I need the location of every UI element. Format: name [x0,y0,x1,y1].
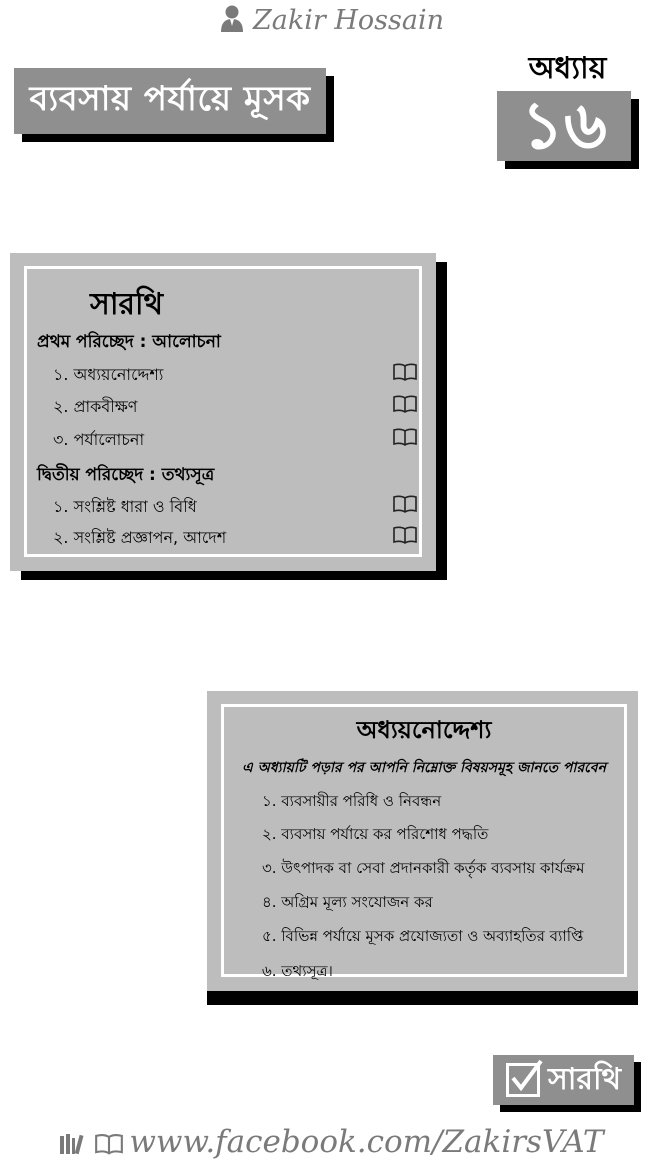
person-icon [219,4,245,39]
chapter-title: ব্যবসায় পর্যায়ে মূসক [14,68,326,134]
footer-link[interactable] [0,1124,663,1160]
open-book-icon[interactable] [393,395,417,413]
objective-item: ৬. তথ্যসূত্র। [262,962,333,980]
sarathi-button[interactable] [493,1055,634,1105]
open-book-icon[interactable] [393,428,417,446]
section-heading-1: প্রথম পরিচ্ছেদ : আলোচনা [37,332,221,352]
objectives-subtitle: এ অধ্যায়টি পড়ার পর আপনি নিম্নোক্ত বিষয়সমূহ জানতে পারবেন [242,760,606,776]
objective-item: ৩. উৎপাদক বা সেবা প্রদানকারী কর্তৃক ব্যবসায় কার্যক্রম [262,859,585,877]
section-heading-2: দ্বিতীয় পরিচ্ছেদ : তথ্যসূত্র [37,465,215,485]
contents-item[interactable]: ২. প্রাকবীক্ষণ [53,397,138,416]
chapter-label: অধ্যায় [528,51,607,86]
author-line [0,4,663,39]
sarathi-button-label: সারথি [547,1061,622,1097]
footer-url[interactable]: www.facebook.com/ZakirsVAT [129,1124,604,1160]
contents-title: সারথি [90,287,164,322]
open-book-icon[interactable] [393,495,417,513]
open-book-icon [95,1133,123,1155]
objective-item: ৫. বিভিন্ন পর্যায়ে মূসক প্রযোজ্যতা ও অব্যাহতির ব্যাপ্তি [262,927,584,945]
objective-item: ১. ব্যবসায়ীর পরিধি ও নিবন্ধন [262,792,442,810]
contents-item[interactable]: ১. সংশ্লিষ্ট ধারা ও বিধি [53,497,197,516]
contents-item[interactable]: ৩. পর্যালোচনা [53,430,145,449]
books-icon [59,1133,89,1155]
chapter-number: ১৬ [497,91,631,161]
contents-item[interactable]: ২. সংশ্লিষ্ট প্রজ্ঞাপন, আদেশ [53,528,227,547]
objective-item: ২. ব্যবসায় পর্যায়ে কর পরিশোধ পদ্ধতি [262,825,489,843]
open-book-icon[interactable] [393,363,417,381]
open-book-icon[interactable] [393,526,417,544]
objective-item: ৪. অগ্রিম মূল্য সংযোজন কর [262,893,433,911]
objectives-title: অধ্যয়নোদ্দেশ্য [356,716,492,744]
author-name: Zakir Hossain [253,5,444,36]
checkbox-icon [506,1063,540,1097]
contents-item[interactable]: ১. অধ্যয়নোদ্দেশ্য [53,365,164,384]
